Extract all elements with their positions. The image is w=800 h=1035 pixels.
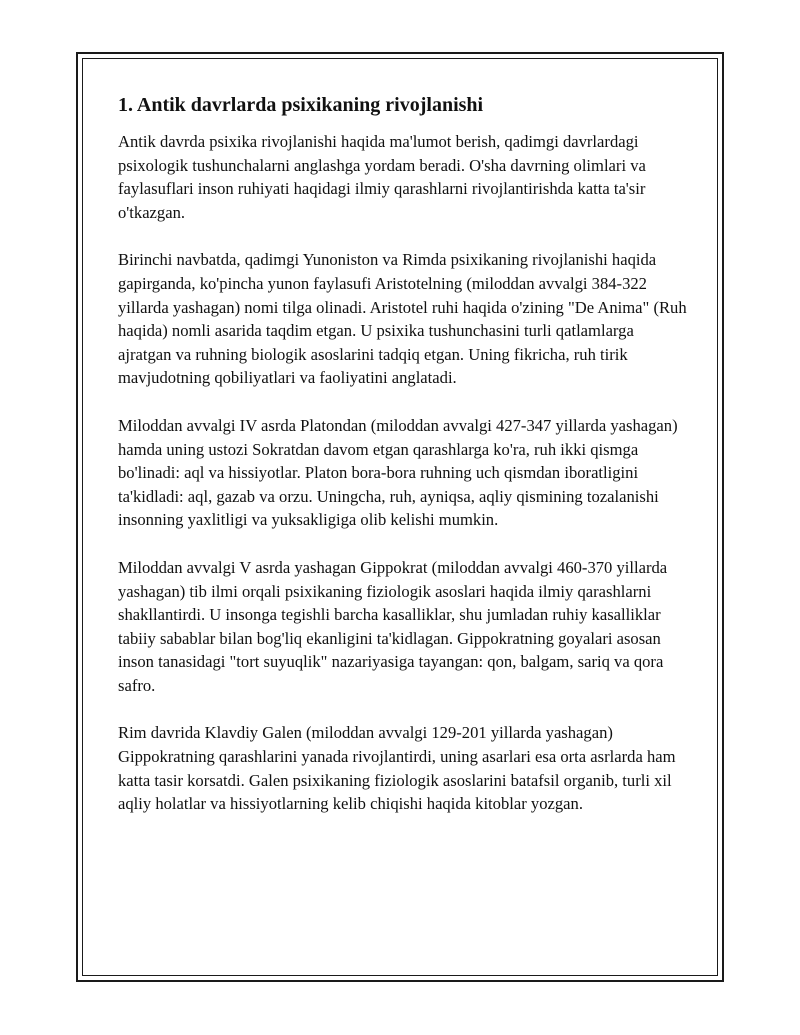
document-body	[118, 92, 690, 840]
paragraph-galen: Rim davrida Klavdiy Galen (miloddan avvalgi 129-201 yillarda yashagan) Gippokratning qarashlarini yanada rivojlantirdi, uning asarlari esa orta asrlarda ham katta tasir korsatdi. Galen psixikaning fiziologik asoslarini batafsil organib, turli xil aqliy holatlar va hissiyotlarning kelib chiqishi haqida kitoblar yozgan.	[118, 723, 676, 814]
paragraph-plato: Miloddan avvalgi IV asrda Platondan (miloddan avvalgi 427-347 yillarda yashagan) hamda uning ustozi Sokratdan davom etgan qarashlarga ko'ra, ruh ikki qismga bo'linadi: aql va hissiyotlar. Platon bora-bora ruhning uch qismdan iboratligini ta'kidladi: aql, gazab va orzu. Uningcha, ruh, ayniqsa, aqliy qismining tozalanishi insonning yaxlitligi va yuksakligiga olib kelishi mumkin.	[118, 415, 678, 530]
paragraph-hippocrates: Miloddan avvalgi V asrda yashagan Gippokrat (miloddan avvalgi 460-370 yillarda yashagan) tib ilmi orqali psixikaning fiziologik asoslari haqida ilmiy qarashlarni shakllantirdi. U insonga tegishli barcha kasalliklar, shu jumladan ruhiy kasalliklar tabiiy sabablar bilan bog'liq ekanligini ta'kidlagan. Gippokratning goyalari asosan inson tanasidagi "tort suyuqlik" nazariyasiga tayangan: qon, balgam, sariq va qora safro.	[118, 557, 668, 695]
paragraph-aristotle: Birinchi navbatda, qadimgi Yunoniston va Rimda psixikaning rivojlanishi haqida gapirganda, ko'pincha yunon faylasufi Aristotelning (miloddan avvalgi 384-322 yillarda yashagan) nomi tilga olinadi. Aristotel ruhi haqida o'zining "De Anima" (Ruh haqida) nomli asarida taqdim etgan. U psixika tushunchasini turli qatlamlarga ajratgan va ruhning biologik asoslarini tadqiq etgan. Uning fikricha, ruh tirik mavjudotning qobiliyatlari va faoliyatini anglatadi.	[118, 250, 687, 388]
paragraph-intro: Antik davrda psixika rivojlanishi haqida ma'lumot berish, qadimgi davrlardagi psixologik tushunchalarni anglashga yordam beradi. O'sha davrning olimlari va faylasuflari inson ruhiyati haqidagi ilmiy qarashlarni rivojlantirishda katta ta'sir o'tkazgan.	[118, 132, 646, 222]
section-heading: 1. Antik davrlarda psixikaning rivojlanishi	[118, 94, 484, 116]
